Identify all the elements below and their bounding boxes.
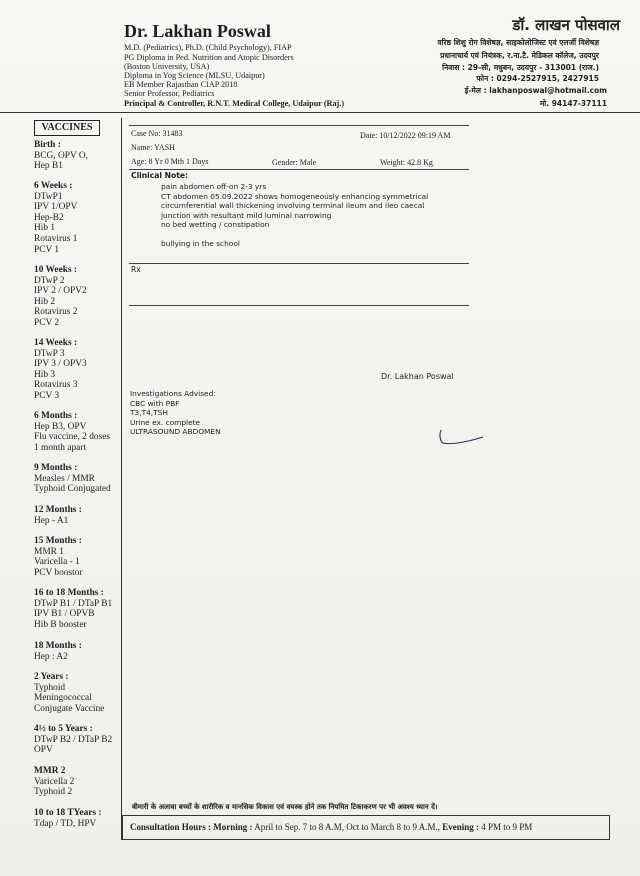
vaccine-section-10-weeks	[34, 265, 124, 329]
vaccine-heading: 6 Months :	[34, 411, 78, 421]
vaccine-item: Hib 1	[34, 223, 56, 234]
patient-weight: Weight: 42.8 Kg	[380, 158, 433, 167]
vaccine-item: DTwP B1 / DTaP B1	[34, 598, 113, 609]
vaccine-item: IPV B1 / OPVB	[34, 609, 95, 620]
vaccine-item: Hep : A2	[34, 651, 68, 662]
hindi-address: निवास : 29-सी, मधुबन, उदयपुर - 313001 (राज.)	[442, 63, 599, 72]
vaccine-item: IPV 2 / OPV2	[34, 286, 87, 297]
hours-evening: 4 PM to 9 PM	[481, 822, 533, 832]
vaccine-section-6-months	[34, 411, 124, 453]
vaccine-heading: 10 Weeks :	[34, 265, 78, 275]
credential-line: Diploma in Yog Science (MLSU, Udaipur)	[124, 71, 265, 80]
vaccine-section-2-years	[34, 672, 124, 714]
vaccine-item: Typhoid 2	[34, 787, 73, 798]
vaccine-item: Conjugate Vaccine	[34, 703, 105, 714]
vaccine-item: PCV boostor	[34, 567, 83, 578]
clinical-note-line: pain abdomen off-on 2-3 yrs	[161, 182, 267, 191]
vaccine-section-6-weeks	[34, 181, 124, 255]
vaccine-heading: 18 Months :	[34, 641, 82, 651]
vaccine-heading: 9 Months :	[34, 463, 78, 473]
vaccine-item: PCV 3	[34, 390, 60, 401]
handwritten-signature	[437, 427, 485, 447]
clinical-note-line: CT abdomen 05.09.2022 shows homogeneously enhancing symmetrical	[161, 191, 429, 201]
vaccine-heading: MMR 2	[34, 766, 66, 776]
vaccine-item: PCV 2	[34, 317, 60, 328]
investigation-item: CBC with PBF	[130, 398, 180, 408]
credential-line: (Boston University, USA)	[124, 62, 210, 71]
vaccine-heading: 6 Weeks :	[34, 181, 73, 191]
vaccine-heading: 4½ to 5 Years :	[34, 724, 93, 734]
vaccine-item: 1 month apart	[34, 442, 87, 453]
vaccine-section-14-weeks	[34, 338, 124, 402]
vaccine-heading: Birth :	[34, 140, 61, 150]
visit-date: Date: 10/12/2022 09:19 AM	[360, 131, 451, 140]
vaccines-title: VACCINES	[34, 120, 100, 136]
vaccine-section-12-months	[34, 505, 124, 526]
clinical-note-body	[161, 182, 491, 249]
vaccine-section-16-18-months	[34, 588, 124, 630]
vaccine-item: Rotavirus 3	[34, 380, 78, 391]
vaccine-item: Hib B booster	[34, 619, 87, 630]
hindi-credential: वरिष्ठ शिशु रोग विशेषज्ञ, साइकोलोजिस्ट एवं एलर्जी विशेषज्ञ	[437, 38, 599, 47]
vaccine-item: PCV 1	[34, 244, 60, 255]
vaccine-item: Rotavirus 1	[34, 233, 78, 244]
clinical-note-line: junction with resultant mild luminal narrowing	[161, 210, 332, 220]
investigations-label: Investigations Advised:	[130, 389, 216, 398]
credential-line: EB Member Rajasthan CIAP 2018	[124, 80, 238, 89]
vaccine-heading: 10 to 18 TYears :	[34, 808, 102, 818]
vaccine-section-4-5-years	[34, 724, 124, 756]
vaccine-item: Hep B1	[34, 161, 63, 172]
clinical-note-line	[161, 230, 491, 240]
footer-hindi-note: बीमारी के अलावा बच्चों के शारीरिक व मानसिक विकास एवं वयस्क होने तक नियमित टिकाकरण पर भी अवश्य ध्यान दें।	[132, 803, 438, 811]
vaccine-item: Typhoid Conjugated	[34, 484, 111, 495]
investigations-block	[130, 389, 221, 437]
vaccine-section-15-months	[34, 536, 124, 578]
rx-bottom-rule	[129, 305, 469, 306]
signature-name: Dr. Lakhan Poswal	[381, 372, 454, 381]
vaccine-item: Varicella - 1	[34, 557, 80, 568]
vaccine-item: Hep B3, OPV	[34, 421, 87, 432]
vaccine-item: Typhoid	[34, 682, 66, 693]
vaccine-item: Hep - A1	[34, 515, 69, 526]
clinical-note-label: Clinical Note:	[131, 171, 189, 180]
vaccine-item: Hep-B2	[34, 212, 64, 223]
vaccine-section-mmr-2	[34, 766, 124, 798]
consultation-hours	[130, 822, 532, 832]
vaccine-item: Varicella 2	[34, 776, 75, 787]
doctor-name: Dr. Lakhan Poswal	[124, 21, 271, 41]
investigation-item: T3,T4,TSH	[130, 408, 168, 418]
vaccine-item: DTwP 3	[34, 348, 65, 359]
vaccine-item: BCG, OPV O,	[34, 150, 89, 161]
credential-line: M.D. (Pediatrics), Ph.D. (Child Psychology), FIAP	[124, 43, 292, 52]
clinical-note-line: no bed wetting / constipation	[161, 220, 270, 229]
vaccine-section-birth	[34, 140, 124, 172]
clinical-note-line: circumferential wall thickening involving terminal ileum and ileo caecal	[161, 201, 425, 210]
vaccine-item: Measles / MMR	[34, 473, 95, 484]
vaccine-item: Rotavirus 2	[34, 307, 78, 318]
vaccine-item: OPV	[34, 745, 53, 756]
patient-top-rule	[129, 125, 469, 126]
vaccine-section-18-months	[34, 641, 124, 662]
position-line: Principal & Controller, R.N.T. Medical College, Udaipur (Raj.)	[124, 99, 345, 108]
patient-bottom-rule	[129, 169, 469, 170]
case-number: Case No: 31483	[131, 129, 183, 138]
vaccine-item: Meningococcal	[34, 693, 92, 704]
vaccine-heading: 12 Months :	[34, 505, 82, 515]
vaccine-item: Tdap / TD, HPV	[34, 818, 97, 829]
vaccine-item: Flu vaccine, 2 doses	[34, 432, 111, 443]
hindi-email: ई-मेल : lakhanposwal@hotmail.com	[464, 86, 607, 95]
vaccine-item: Hib 3	[34, 369, 56, 380]
hours-morning: April to Sep. 7 to 8 A.M, Oct to March 8 to 9 A.M.,	[254, 822, 441, 832]
vaccine-heading: 16 to 18 Months :	[34, 588, 104, 598]
clinical-note-line: bullying in the school	[161, 239, 240, 248]
vaccine-item: DTwP1	[34, 191, 63, 202]
hours-label: Consultation Hours : Morning :	[130, 822, 253, 832]
vaccine-section-9-months	[34, 463, 124, 495]
vaccine-heading: 15 Months :	[34, 536, 82, 546]
vaccine-heading: 2 Years :	[34, 672, 69, 682]
doctor-name-hindi: डॉ. लाखन पोसवाल	[512, 16, 620, 34]
vaccine-item: DTwP B2 / DTaP B2	[34, 734, 113, 745]
vaccine-section-10-18-years	[34, 808, 124, 829]
hindi-position: प्रधानाचार्य एवं नियंत्रक, र.ना.टै. मेडिकल कॉलेज, उदयपुर	[440, 51, 599, 60]
vaccine-item: MMR 1	[34, 546, 64, 557]
clinical-bottom-rule	[129, 263, 469, 264]
patient-age: Age: 8 Yr 0 Mth 1 Days	[131, 157, 209, 166]
vaccine-item: IPV 1/OPV	[34, 202, 78, 213]
header-divider	[0, 112, 640, 113]
investigation-item: Urine ex. complete	[130, 417, 201, 427]
patient-gender: Gender: Male	[272, 158, 317, 167]
hindi-phone: फोन : 0294-2527915, 2427915	[476, 74, 599, 83]
credential-line: Senior Professor, Pediatrics	[124, 89, 215, 98]
evening-label: Evening :	[442, 822, 480, 832]
rx-label: Rx	[131, 265, 141, 274]
hindi-mobile: मो. 94147-37111	[539, 99, 607, 108]
vaccine-heading: 14 Weeks :	[34, 338, 78, 348]
credential-line: PG Diploma in Ped. Nutrition and Atopic Disorders	[124, 53, 294, 62]
vaccine-item: IPV 3 / OPV3	[34, 359, 87, 370]
vaccine-item: DTwP 2	[34, 275, 65, 286]
vaccine-item: Hib 2	[34, 296, 56, 307]
investigation-item: ULTRASOUND ABDOMEN	[130, 427, 221, 437]
patient-name: Name: YASH	[131, 143, 175, 152]
